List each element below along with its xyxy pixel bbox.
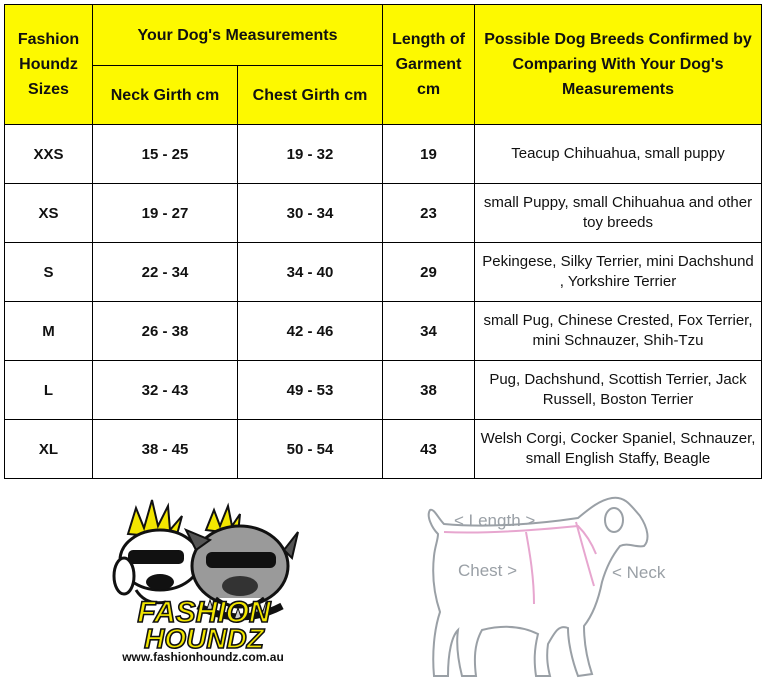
- size-cell: S: [5, 243, 93, 302]
- table-row: [5, 184, 762, 243]
- chest-cell: 19 - 32: [238, 125, 383, 184]
- table-row: [5, 361, 762, 420]
- chest-cell: 34 - 40: [238, 243, 383, 302]
- brand-line2: HOUNDZ: [144, 623, 264, 654]
- table-row: [5, 243, 762, 302]
- size-cell: XS: [5, 184, 93, 243]
- neck-cell: 15 - 25: [93, 125, 238, 184]
- size-cell: XXS: [5, 125, 93, 184]
- length-cell: 34: [383, 302, 475, 361]
- neck-cell: 22 - 34: [93, 243, 238, 302]
- chest-cell: 49 - 53: [238, 361, 383, 420]
- size-chart-table: [4, 4, 762, 479]
- length-label: < Length >: [454, 511, 536, 530]
- header-length: Length of Garment cm: [383, 5, 475, 125]
- length-cell: 43: [383, 420, 475, 479]
- size-cell: M: [5, 302, 93, 361]
- fashion-houndz-logo: [88, 494, 320, 672]
- neck-cell: 38 - 45: [93, 420, 238, 479]
- chest-cell: 30 - 34: [238, 184, 383, 243]
- breeds-cell: Teacup Chihuahua, small puppy: [475, 125, 762, 184]
- website-url: www.fashionhoundz.com.au: [122, 650, 284, 664]
- neck-cell: 32 - 43: [93, 361, 238, 420]
- breeds-cell: Pug, Dachshund, Scottish Terrier, Jack Russell, Boston Terrier: [475, 361, 762, 420]
- length-cell: 38: [383, 361, 475, 420]
- header-breeds: Possible Dog Breeds Confirmed by Comparing With Your Dog's Measurements: [475, 5, 762, 125]
- length-cell: 23: [383, 184, 475, 243]
- header-sizes: Fashion Houndz Sizes: [5, 5, 93, 125]
- breeds-cell: Pekingese, Silky Terrier, mini Dachshund , Yorkshire Terrier: [475, 243, 762, 302]
- breeds-cell: Welsh Corgi, Cocker Spaniel, Schnauzer, small English Staffy, Beagle: [475, 420, 762, 479]
- size-cell: L: [5, 361, 93, 420]
- header-chest: Chest Girth cm: [238, 66, 383, 125]
- chest-cell: 42 - 46: [238, 302, 383, 361]
- breeds-cell: small Pug, Chinese Crested, Fox Terrier, mini Schnauzer, Shih-Tzu: [475, 302, 762, 361]
- size-cell: XL: [5, 420, 93, 479]
- dog-measurement-diagram: [408, 494, 688, 680]
- header-measurements: Your Dog's Measurements: [93, 5, 383, 66]
- neck-cell: 19 - 27: [93, 184, 238, 243]
- chest-cell: 50 - 54: [238, 420, 383, 479]
- header-neck: Neck Girth cm: [93, 66, 238, 125]
- table-row: [5, 125, 762, 184]
- length-cell: 29: [383, 243, 475, 302]
- length-cell: 19: [383, 125, 475, 184]
- brand-line1: FASHION: [137, 596, 271, 629]
- breeds-cell: small Puppy, small Chihuahua and other toy breeds: [475, 184, 762, 243]
- neck-label: < Neck: [612, 563, 666, 582]
- chest-label: Chest >: [458, 561, 518, 580]
- table-row: [5, 302, 762, 361]
- neck-cell: 26 - 38: [93, 302, 238, 361]
- table-row: [5, 420, 762, 479]
